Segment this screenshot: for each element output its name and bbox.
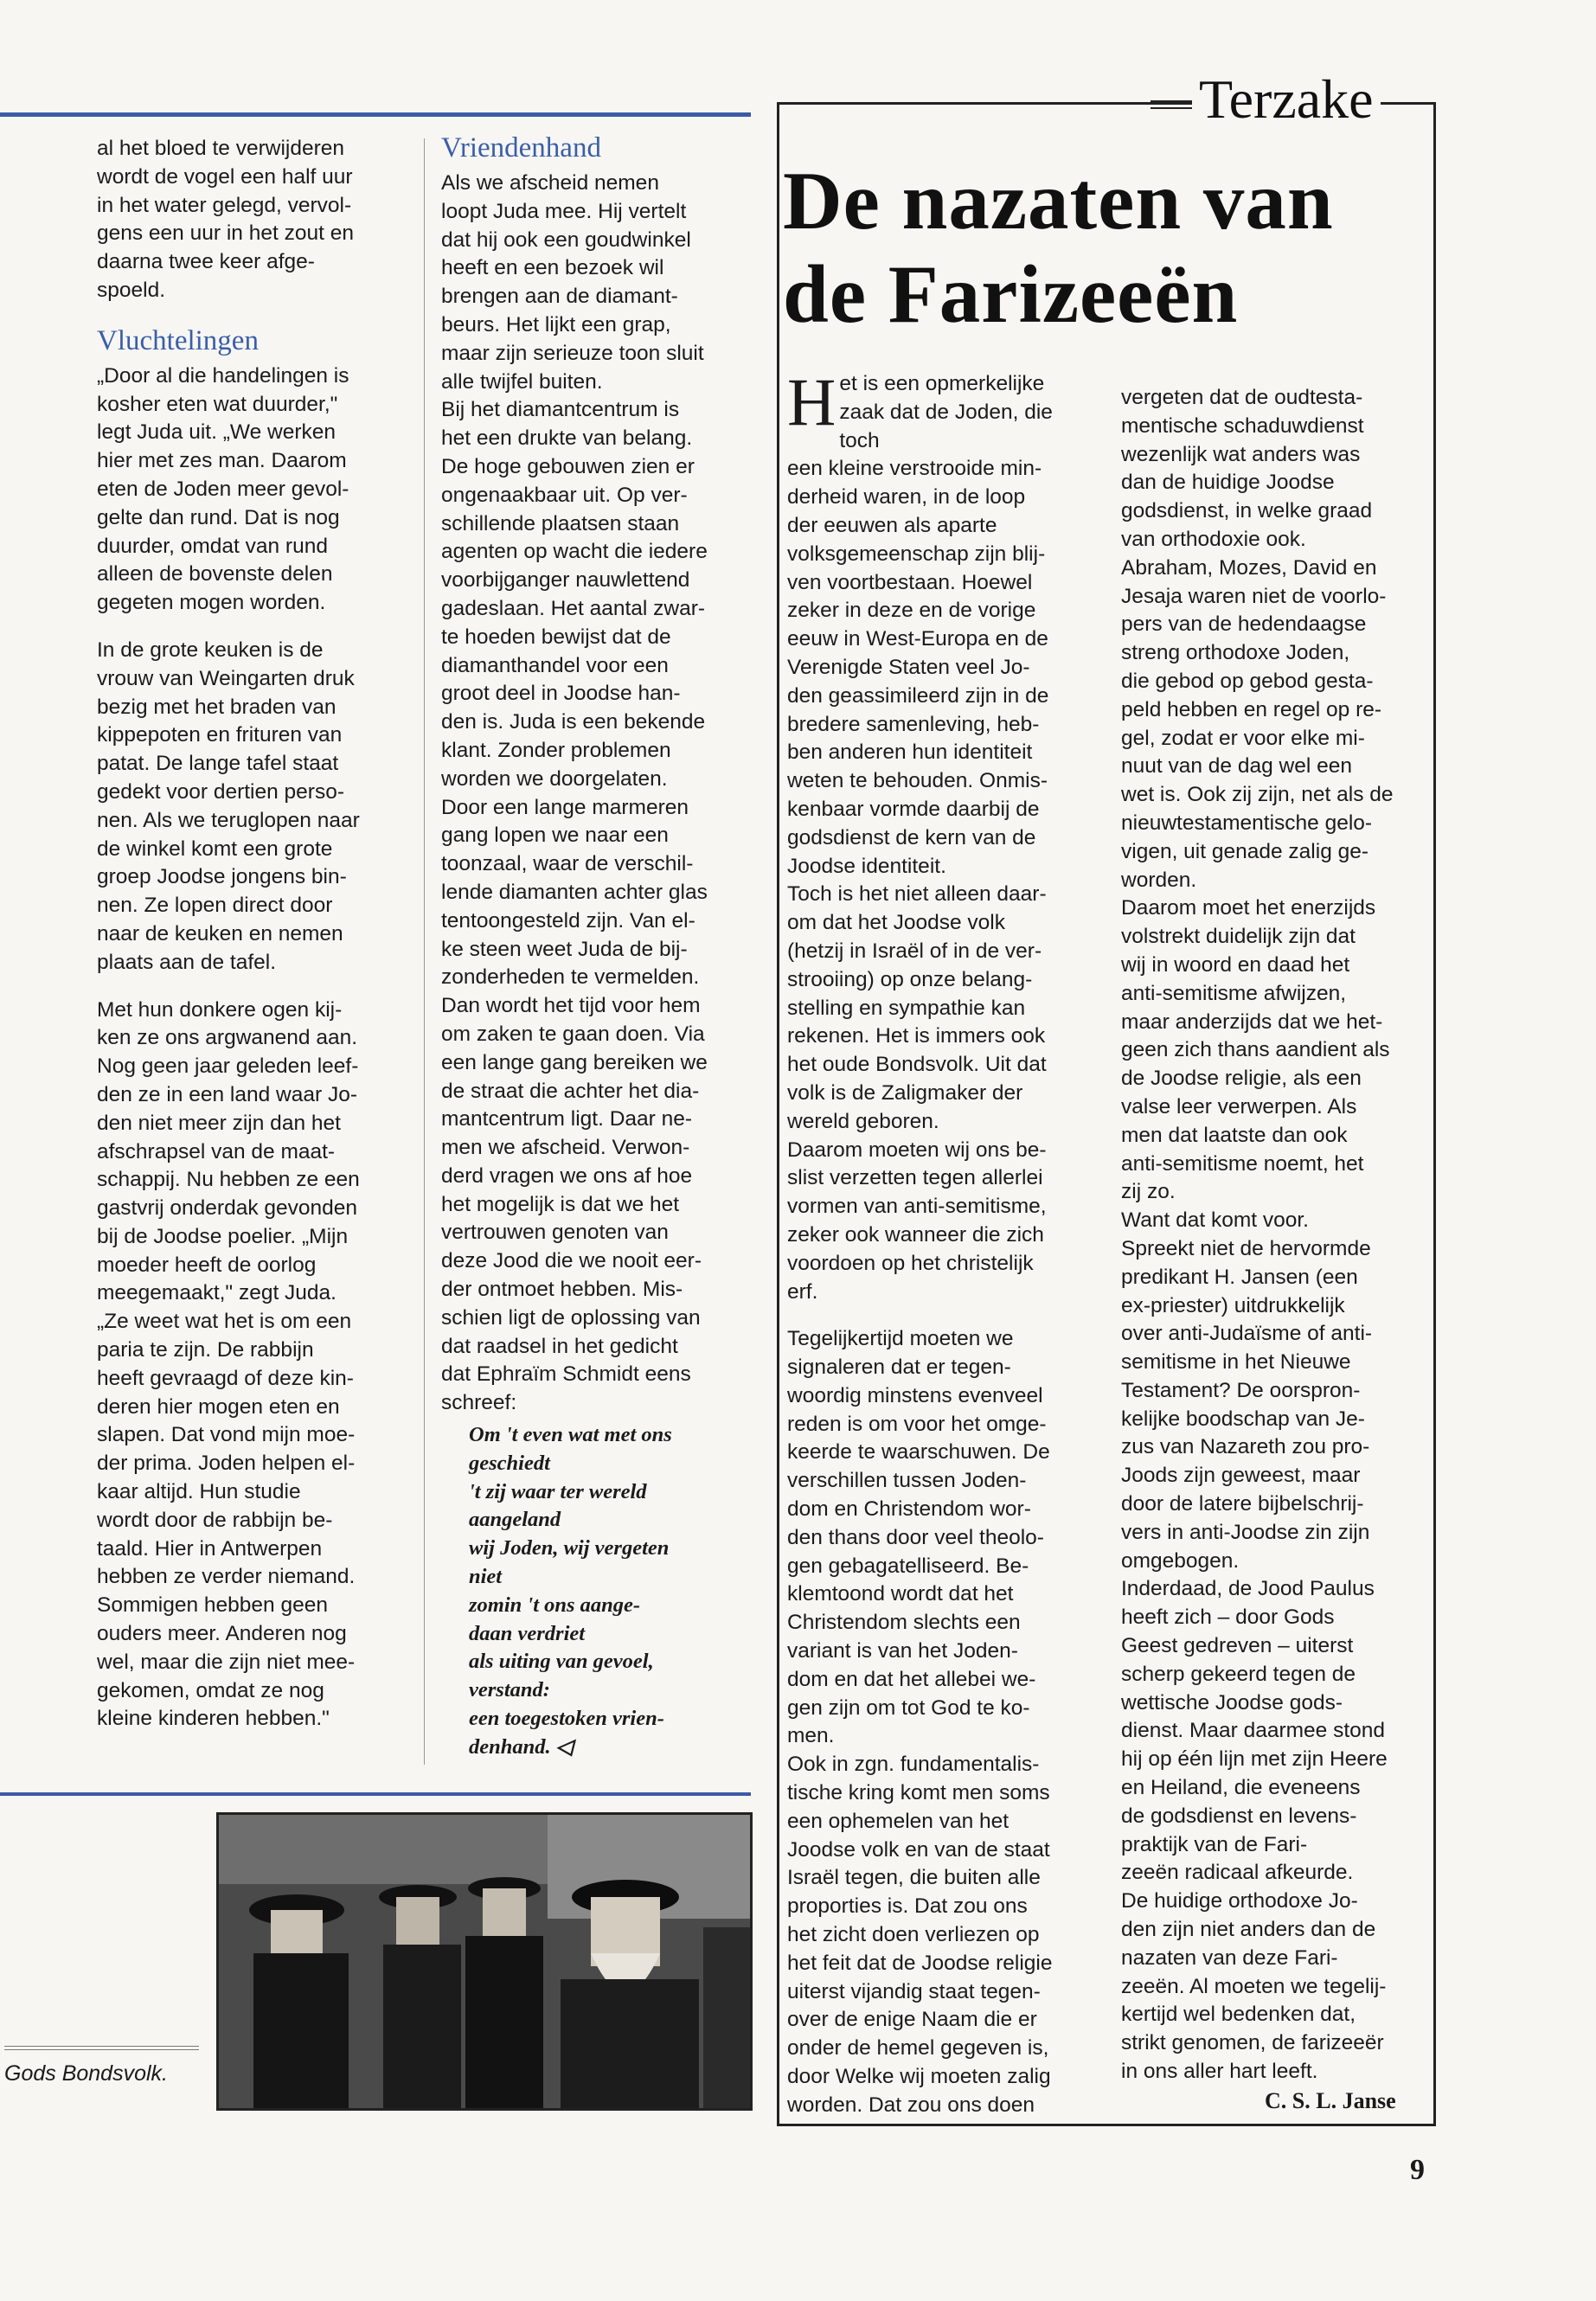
section-heading-vluchtelingen: Vluchtelingen <box>97 324 259 356</box>
article-paragraph-2: Tegelijkertijd moeten we signaleren dat er tegen- woordig minstens evenveel reden is om voor het omge- keerde te waarschuwen. De verschillen tussen Joden- dom en Christendom wor- den thans door veel theolo- gen gebagatelliseerd. Be- klemtoond wordt dat het Christendom slechts een variant is van het Joden- dom en dat het allebei we- gen zijn om tot God te ko- men. Ook in zgn. fundamentalis- tische kring komt men soms een ophemelen van het Joodse volk en van de staat Israël tegen, die buiten alle proporties is. Dat zou ons het zicht doen verliezen op het feit dat de Joodse religie uiterst vijandig staat tegen- over de enige Naam die er onder de hemel gegeven is, door Welke wij moeten zalig worden. Dat zou ons doen <box>787 1327 1053 2117</box>
left-paragraph-2: „Door al die handelingen is kosher eten wat duurder," legt Juda uit. „We werken hier met zes man. Daarom eten de Joden meer gevol- gelte dan rund. Dat is nog duurder, omdat van rund alleen de bovenste delen gegeten mogen worden. <box>97 363 349 615</box>
kicker-rule <box>1151 100 1194 109</box>
article-headline: De nazaten van de Farizeeën <box>783 155 1334 340</box>
caption-rule <box>4 2046 199 2050</box>
left-paragraph-1: al het bloed te verwijderen wordt de vogel een half uur in het water gelegd, vervol- gens een uur in het zout en daarna twee keer afge- spoeld. <box>97 137 354 302</box>
photo-caption: Gods Bondsvolk. <box>4 2061 168 2086</box>
article-column-1 <box>787 364 1095 2120</box>
page-number: 9 <box>1410 2154 1425 2186</box>
article-byline: C. S. L. Janse <box>1265 2088 1396 2113</box>
section-heading-vriendenhand: Vriendenhand <box>441 132 601 163</box>
drop-cap: H <box>787 364 836 439</box>
article-paragraph-1 <box>787 364 1095 1306</box>
left-paragraph-4: Met hun donkere ogen kij- ken ze ons argwanend aan. Nog geen jaar geleden leef- den ze in een land waar Jo- den niet meer zijn dan het afschrapsel van de maat- schappij. Nu hebben ze een gastvrij onderdak gevonden bij de Joodse poelier. „Mijn moeder heeft de oorlog meegemaakt," zegt Juda. „Ze weet wat het is om een paria te zijn. De rabbijn heeft gevraagd of deze kin- deren hier mogen eten en slapen. Dat vond mijn moe- der prima. Joden helpen el- kaar altijd. Hun studie wordt door de rabbijn be- taald. Hier in Antwerpen hebben ze verder niemand. Sommigen hebben geen ouders meer. Anderen nog wel, maar die zijn niet mee- gekomen, omdat ze nog kleine kinderen hebben." <box>97 997 360 1731</box>
poem-quote: Om 't even wat met ons geschiedt 't zij waar ter wereld aangeland wij Joden, wij vergeten niet zomin 't ons aange- daan verdriet als uiting van gevoel, verstand: een toegestoken vrien- denhand. ◁ <box>469 1423 672 1759</box>
middle-column <box>441 131 753 1762</box>
kicker-terzake: Terzake <box>1192 69 1381 130</box>
top-rule-left <box>0 112 751 117</box>
article-paragraph-3: vergeten dat de oudtesta- mentische schaduwdienst wezenlijk wat anders was dan de huidige Joodse godsdienst, in welke graad van orthodoxie ook. Abraham, Mozes, David en Jesaja waren niet de voorlo- pers van de hedendaagse streng orthodoxe Joden, die gebod op gebod gesta- peld hebben en regel op re- gel, zodat er voor elke mi- nuut van de dag wel een wet is. Ook zij zijn, net als de nieuwtestamentische gelo- vigen, uit genade zalig ge- worden. Daarom moet het enerzijds volstrekt duidelijk zijn dat wij in woord en daad het anti-semitisme afwijzen, maar anderzijds dat we het- geen zich thans aandient als de Joodse religie, als een valse leer verwerpen. Als men dat laatste dan ook anti-semitisme noemt, het zij zo. Want dat komt voor. Spreekt niet de hervormde predikant H. Jansen (een ex-priester) uitdrukkelijk over anti-Judaïsme of anti- semitisme in het Nieuwe Testament? De oorspron- kelijke boodschap van Je- zus van Nazareth zou pro- Joods zijn geweest, maar door de latere bijbelschrij- vers in anti-Joodse zin zijn omgebogen. Inderdaad, de Jood Paulus heeft zich – door Gods Geest gedreven – uiterst scherp gekeerd tegen de wettische Joodse gods- dienst. Maar daarmee stond hij op één lijn met zijn Heere en Heiland, die eveneens de godsdienst en levens- praktijk van de Fari- zeeën radicaal afkeurde. De huidige orthodoxe Jo- den zijn niet anders dan de nazaten van deze Fari- zeeën. Al moeten we tegelij- kertijd wel bedenken dat, strikt genomen, de farizeeër in ons aller hart leeft. <box>1121 386 1394 2084</box>
left-column <box>97 135 408 1734</box>
left-paragraph-3: In de grote keuken is de vrouw van Weingarten druk bezig met het braden van kippepoten en frituren van patat. De lange tafel staat gedekt voor dertien perso- nen. Als we teruglopen naar de winkel komt een grote groep Joodse jongens bin- nen. Ze lopen direct door naar de keuken en nemen plaats aan de tafel. <box>97 638 360 974</box>
bottom-rule-left <box>0 1792 751 1796</box>
article-text-1: et is een opmerkelijke zaak dat de Joden, die toch een kleine verstrooide min- derheid waren, in de loop der eeuwen als aparte volksgemeenschap zijn blij- ven voortbestaan. Hoewel zeker in deze en de vorige eeuw in West-Europa en de Verenigde Staten veel Jo- den geassimileerd zijn in de bredere samenleving, heb- ben anderen hun identiteit weten te behouden. Onmis- kenbaar vormde daarbij de godsdienst de kern van de Joodse identiteit. Toch is het niet alleen daar- om dat het Joodse volk (hetzij in Israël of in de ver- strooiing) op onze belang- stelling en sympathie kan rekenen. Het is immers ook het oude Bondsvolk. Uit dat volk is de Zaligmaker der wereld geboren. Daarom moeten wij ons be- slist verzetten tegen allerlei vormen van anti-semitisme, zeker ook wanneer die zich voordoen op het christelijk erf. <box>787 372 1053 1304</box>
photo-illustration <box>219 1815 753 2111</box>
article-column-2 <box>1121 384 1433 2086</box>
column-divider <box>424 138 425 1765</box>
middle-paragraph-1: Als we afscheid nemen loopt Juda mee. Hij vertelt dat hij ook een goudwinkel heeft en een bezoek wil brengen aan de diamant- beurs. Het lijkt een grap, maar zijn serieuze toon sluit alle twijfel buiten. Bij het diamantcentrum is het een drukte van belang. De hoge gebouwen zien er ongenaakbaar uit. Op ver- schillende plaatsen staan agenten op wacht die iedere voorbijganger nauwlettend gadeslaan. Het aantal zwar- te hoeden bewijst dat de diamanthandel voor een groot deel in Joodse han- den is. Juda is een bekende klant. Zonder problemen worden we doorgelaten. Door een lange marmeren gang lopen we naar een toonzaal, waar de verschil- lende diamanten achter glas tentoongesteld zijn. Van el- ke steen weet Juda de bij- zonderheden te vermelden. Dan wordt het tijd voor hem om zaken te gaan doen. Via een lange gang bereiken we de straat die achter het dia- mantcentrum ligt. Daar ne- men we afscheid. Verwon- derd vragen we ons af hoe het mogelijk is dat we het vertrouwen genoten van deze Jood die we nooit eer- der ontmoet hebben. Mis- schien ligt de oplossing van dat raadsel in het gedicht dat Ephraïm Schmidt eens schreef: <box>441 171 708 1415</box>
photo-jewish-men <box>216 1812 753 2111</box>
